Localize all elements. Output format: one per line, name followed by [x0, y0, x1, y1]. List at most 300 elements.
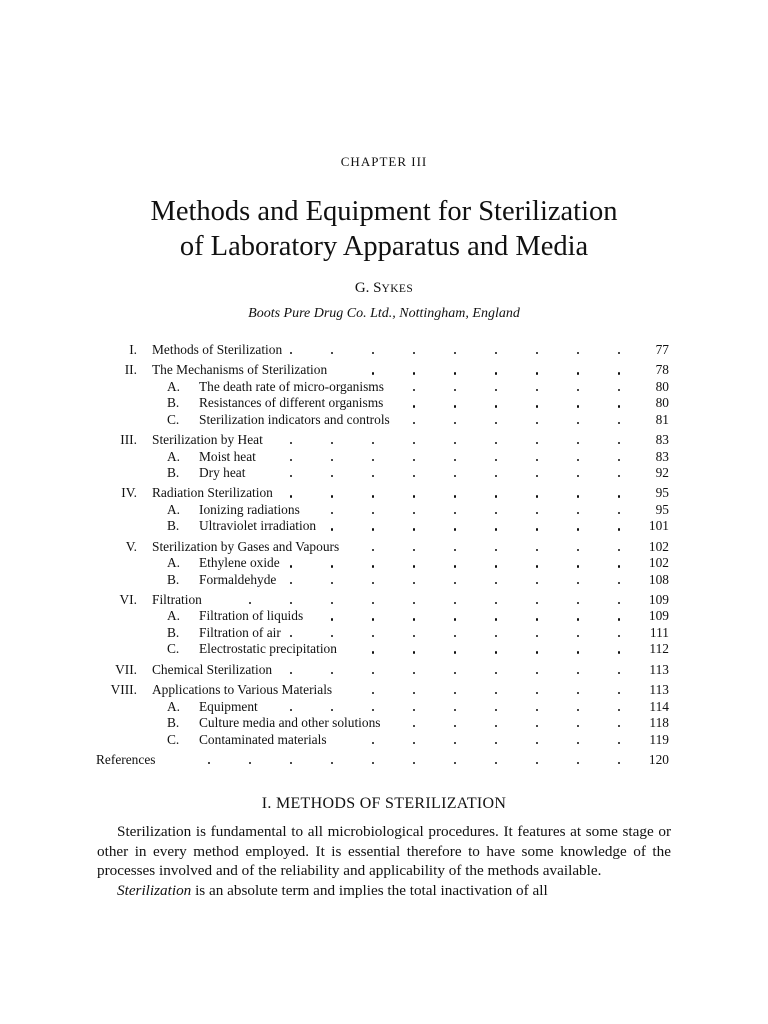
leader-dot — [372, 459, 374, 461]
leader-dot — [577, 475, 579, 477]
toc-entry — [0, 362, 768, 379]
leader-dot — [454, 672, 456, 674]
leader-dot — [495, 528, 497, 530]
leader-dot — [372, 495, 374, 497]
toc-subentry-label: Moist heat — [199, 448, 256, 464]
leader-dots — [0, 342, 768, 359]
toc-subentry-page: 95 — [655, 501, 669, 517]
toc-entry — [0, 342, 768, 359]
leader-dot — [577, 672, 579, 674]
leader-dot — [577, 372, 579, 374]
toc-subentry-page: 112 — [649, 641, 669, 657]
leader-dots — [0, 465, 768, 482]
leader-dot — [536, 512, 538, 514]
table-of-contents — [0, 342, 768, 768]
leader-dot — [372, 475, 374, 477]
leader-dot — [495, 602, 497, 604]
leader-dot — [413, 528, 415, 530]
leader-dot — [577, 709, 579, 711]
leader-dot — [495, 459, 497, 461]
leader-dots — [0, 518, 768, 535]
leader-dot — [413, 672, 415, 674]
leader-dot — [290, 565, 292, 567]
leader-dot — [536, 422, 538, 424]
leader-dots — [0, 379, 768, 396]
toc-subentry — [0, 625, 768, 642]
leader-dots — [0, 395, 768, 412]
toc-subentry-page: 92 — [655, 465, 669, 481]
leader-dots — [0, 682, 768, 699]
leader-dot — [290, 459, 292, 461]
leader-dot — [454, 602, 456, 604]
leader-dot — [577, 528, 579, 530]
leader-dot — [413, 475, 415, 477]
leader-dot — [413, 495, 415, 497]
leader-dot — [290, 495, 292, 497]
leader-dot — [618, 405, 620, 407]
leader-dot — [536, 762, 538, 764]
chapter-title — [0, 194, 768, 264]
toc-subentry-label: Sterilization indicators and controls — [199, 411, 390, 427]
leader-dot — [536, 405, 538, 407]
leader-dot — [331, 709, 333, 711]
leader-dot — [454, 372, 456, 374]
leader-dot — [577, 582, 579, 584]
leader-dot — [536, 672, 538, 674]
toc-subentry-label: Culture media and other solutions — [199, 715, 381, 731]
paragraph-2-text: is an absolute term and implies the total inactivation of all — [191, 881, 548, 899]
toc-subentry-letter: A. — [167, 608, 181, 624]
leader-dot — [577, 618, 579, 620]
toc-entry-label: Chemical Sterilization — [152, 661, 273, 677]
author-affiliation: Boots Pure Drug Co. Ltd., Nottingham, England — [248, 306, 520, 321]
body-text — [97, 822, 671, 900]
leader-dot — [577, 565, 579, 567]
leader-dot — [618, 528, 620, 530]
leader-dot — [536, 582, 538, 584]
leader-dot — [536, 742, 538, 744]
leader-dots — [0, 699, 768, 716]
leader-dot — [372, 549, 374, 551]
toc-subentry — [0, 449, 768, 466]
toc-entry — [0, 592, 768, 609]
toc-entry-number: VI. — [119, 591, 137, 607]
leader-dot — [413, 549, 415, 551]
toc-subentry-page: 111 — [649, 624, 669, 640]
leader-dots — [0, 752, 768, 769]
toc-subentry-label: Dry heat — [199, 465, 246, 481]
toc-subentry — [0, 608, 768, 625]
toc-entry — [0, 539, 768, 556]
toc-subentry-page: 80 — [655, 395, 669, 411]
leader-dot — [454, 405, 456, 407]
toc-subentry-letter: B. — [167, 395, 180, 411]
leader-dot — [331, 442, 333, 444]
toc-subentry-label: Formaldehyde — [199, 571, 277, 587]
toc-subentry-label: Equipment — [199, 698, 258, 714]
leader-dot — [618, 352, 620, 354]
leader-dots — [0, 572, 768, 589]
leader-dot — [577, 405, 579, 407]
leader-dot — [618, 582, 620, 584]
leader-dot — [495, 742, 497, 744]
leader-dot — [495, 389, 497, 391]
toc-entry-number: VII. — [115, 661, 137, 677]
leader-dot — [454, 582, 456, 584]
toc-subentry-letter: B. — [167, 624, 180, 640]
leader-dot — [372, 635, 374, 637]
toc-subentry-label: Filtration of liquids — [199, 608, 304, 624]
leader-dot — [577, 651, 579, 653]
leader-dot — [413, 422, 415, 424]
leader-dot — [618, 422, 620, 424]
leader-dots — [0, 592, 768, 609]
leader-dots — [0, 662, 768, 679]
leader-dot — [618, 672, 620, 674]
leader-dot — [331, 475, 333, 477]
leader-dot — [290, 602, 292, 604]
leader-dot — [331, 528, 333, 530]
leader-dots — [0, 555, 768, 572]
leader-dot — [618, 459, 620, 461]
leader-dot — [454, 422, 456, 424]
leader-dot — [413, 405, 415, 407]
leader-dots — [0, 485, 768, 502]
leader-dot — [372, 602, 374, 604]
toc-entry-label: Methods of Sterilization — [152, 342, 283, 357]
leader-dots — [0, 449, 768, 466]
leader-dot — [536, 442, 538, 444]
leader-dot — [618, 389, 620, 391]
leader-dot — [577, 512, 579, 514]
toc-entry — [0, 485, 768, 502]
leader-dot — [249, 602, 251, 604]
leader-dot — [536, 495, 538, 497]
leader-dot — [454, 549, 456, 551]
toc-subentry-page: 109 — [648, 608, 669, 624]
toc-subentry — [0, 465, 768, 482]
toc-subentry-label: Contaminated materials — [199, 731, 327, 747]
leader-dots — [0, 732, 768, 749]
toc-entry-number: I. — [129, 342, 137, 357]
leader-dot — [331, 459, 333, 461]
toc-entry-page: 113 — [649, 682, 669, 698]
toc-entry-page: 113 — [649, 661, 669, 677]
leader-dot — [413, 762, 415, 764]
leader-dot — [290, 352, 292, 354]
leader-dot — [495, 422, 497, 424]
leader-dot — [413, 635, 415, 637]
leader-dot — [331, 512, 333, 514]
leader-dot — [331, 618, 333, 620]
leader-dot — [454, 512, 456, 514]
leader-dot — [331, 352, 333, 354]
leader-dot — [577, 459, 579, 461]
toc-entry — [0, 432, 768, 449]
toc-subentry — [0, 412, 768, 429]
leader-dot — [618, 565, 620, 567]
leader-dot — [413, 709, 415, 711]
toc-subentry-letter: B. — [167, 518, 180, 534]
toc-subentry — [0, 518, 768, 535]
leader-dot — [618, 475, 620, 477]
toc-entry-page: 95 — [655, 485, 669, 501]
leader-dot — [454, 709, 456, 711]
leader-dot — [495, 405, 497, 407]
toc-subentry-label: Ultraviolet irradiation — [199, 518, 317, 534]
leader-dot — [413, 618, 415, 620]
toc-entry-label: Radiation Sterilization — [152, 485, 273, 501]
leader-dot — [290, 762, 292, 764]
leader-dot — [454, 565, 456, 567]
leader-dot — [454, 762, 456, 764]
leader-dot — [413, 389, 415, 391]
leader-dot — [495, 672, 497, 674]
toc-subentry-label: Ethylene oxide — [199, 555, 280, 571]
toc-entry-page: 102 — [648, 538, 669, 554]
leader-dot — [372, 762, 374, 764]
toc-subentry-label: Resistances of different organisms — [199, 395, 384, 411]
leader-dot — [618, 512, 620, 514]
toc-subentry — [0, 502, 768, 519]
toc-subentry-label: The death rate of micro-organisms — [199, 378, 384, 394]
leader-dot — [536, 372, 538, 374]
leader-dot — [536, 549, 538, 551]
toc-subentry-page: 101 — [648, 518, 669, 534]
toc-subentry-letter: A. — [167, 448, 181, 464]
leader-dot — [618, 742, 620, 744]
leader-dot — [331, 672, 333, 674]
leader-dots — [0, 715, 768, 732]
toc-entry-label: Applications to Various Materials — [152, 682, 333, 698]
toc-entry — [0, 662, 768, 679]
leader-dot — [331, 635, 333, 637]
leader-dot — [495, 442, 497, 444]
leader-dot — [413, 742, 415, 744]
leader-dot — [495, 635, 497, 637]
leader-dot — [454, 725, 456, 727]
toc-entry-label: Filtration — [152, 591, 202, 607]
leader-dot — [495, 512, 497, 514]
leader-dot — [536, 635, 538, 637]
leader-dots — [0, 539, 768, 556]
paragraph-2 — [97, 881, 671, 901]
leader-dot — [372, 709, 374, 711]
leader-dot — [536, 692, 538, 694]
toc-subentry-page: 102 — [648, 555, 669, 571]
leader-dot — [618, 651, 620, 653]
leader-dot — [618, 372, 620, 374]
leader-dot — [577, 762, 579, 764]
leader-dot — [454, 475, 456, 477]
leader-dot — [577, 422, 579, 424]
leader-dot — [536, 475, 538, 477]
leader-dot — [495, 651, 497, 653]
toc-subentry-page: 119 — [649, 731, 669, 747]
leader-dot — [495, 352, 497, 354]
author-name — [0, 280, 768, 297]
leader-dot — [618, 635, 620, 637]
leader-dot — [454, 651, 456, 653]
leader-dot — [618, 602, 620, 604]
leader-dot — [536, 352, 538, 354]
leader-dot — [618, 618, 620, 620]
leader-dot — [413, 352, 415, 354]
toc-subentry-page: 80 — [655, 378, 669, 394]
leader-dot — [536, 602, 538, 604]
leader-dot — [413, 372, 415, 374]
title-line-2: of Laboratory Apparatus and Media — [179, 231, 589, 262]
toc-subentry-label: Filtration of air — [199, 624, 281, 640]
toc-entry-page: 77 — [655, 342, 669, 357]
toc-entry — [0, 682, 768, 699]
leader-dot — [495, 372, 497, 374]
leader-dot — [372, 442, 374, 444]
leader-dot — [372, 742, 374, 744]
leader-dots — [0, 502, 768, 519]
toc-subentry-page: 83 — [655, 448, 669, 464]
leader-dot — [495, 495, 497, 497]
leader-dot — [372, 352, 374, 354]
leader-dot — [372, 372, 374, 374]
leader-dot — [290, 442, 292, 444]
toc-entry-number: VIII. — [110, 682, 137, 698]
leader-dot — [454, 352, 456, 354]
leader-dot — [618, 442, 620, 444]
toc-subentry-letter: B. — [167, 715, 180, 731]
leader-dot — [454, 618, 456, 620]
toc-entry-page: 83 — [655, 432, 669, 448]
toc-references — [0, 752, 768, 769]
section-heading: I. METHODS OF STERILIZATION — [261, 795, 507, 812]
toc-subentry-letter: C. — [167, 731, 180, 747]
leader-dot — [618, 549, 620, 551]
leader-dot — [413, 651, 415, 653]
toc-subentry-page: 114 — [649, 698, 669, 714]
toc-subentry-letter: A. — [167, 698, 181, 714]
leader-dot — [495, 475, 497, 477]
italic-term: Sterilization — [117, 881, 192, 899]
leader-dot — [413, 459, 415, 461]
leader-dot — [290, 672, 292, 674]
leader-dot — [290, 635, 292, 637]
leader-dot — [413, 512, 415, 514]
leader-dot — [577, 549, 579, 551]
leader-dots — [0, 412, 768, 429]
toc-subentry — [0, 572, 768, 589]
toc-entry-page: 109 — [648, 591, 669, 607]
leader-dots — [0, 362, 768, 379]
toc-subentry-letter: C. — [167, 411, 180, 427]
toc-subentry — [0, 395, 768, 412]
author-initial: G. S — [354, 280, 382, 296]
leader-dot — [536, 565, 538, 567]
leader-dot — [413, 602, 415, 604]
leader-dot — [577, 725, 579, 727]
leader-dot — [577, 495, 579, 497]
toc-subentry-letter: B. — [167, 571, 180, 587]
leader-dot — [413, 442, 415, 444]
leader-dot — [618, 725, 620, 727]
toc-subentry-letter: C. — [167, 641, 180, 657]
leader-dot — [495, 692, 497, 694]
leader-dot — [536, 651, 538, 653]
leader-dot — [372, 565, 374, 567]
leader-dots — [0, 432, 768, 449]
leader-dot — [536, 528, 538, 530]
leader-dot — [454, 459, 456, 461]
leader-dot — [290, 709, 292, 711]
leader-dot — [495, 565, 497, 567]
leader-dot — [536, 459, 538, 461]
leader-dot — [577, 742, 579, 744]
toc-subentry — [0, 379, 768, 396]
leader-dot — [454, 635, 456, 637]
toc-entry-number: V. — [125, 538, 137, 554]
leader-dot — [413, 582, 415, 584]
leader-dot — [618, 762, 620, 764]
toc-subentry-label: Ionizing radiations — [199, 501, 300, 517]
leader-dot — [495, 549, 497, 551]
leader-dot — [454, 495, 456, 497]
leader-dot — [372, 582, 374, 584]
leader-dot — [290, 582, 292, 584]
paragraph-1: Sterilization is fundamental to all microbiological procedures. It features at some stage or other in every method employed. It is essential therefore to have some knowledge of the processes involved and of the reliability and applicability of the methods available. — [97, 823, 671, 880]
leader-dot — [536, 389, 538, 391]
leader-dot — [577, 442, 579, 444]
leader-dot — [208, 762, 210, 764]
leader-dot — [331, 565, 333, 567]
leader-dot — [290, 475, 292, 477]
leader-dot — [577, 389, 579, 391]
leader-dot — [577, 635, 579, 637]
leader-dot — [413, 565, 415, 567]
leader-dot — [536, 618, 538, 620]
toc-references-label: References — [96, 751, 156, 767]
chapter-label: CHAPTER III — [340, 154, 428, 169]
leader-dot — [249, 762, 251, 764]
leader-dot — [618, 692, 620, 694]
leader-dot — [331, 582, 333, 584]
leader-dot — [577, 602, 579, 604]
leader-dot — [413, 725, 415, 727]
leader-dot — [454, 442, 456, 444]
toc-entry-number: III. — [120, 432, 137, 448]
leader-dot — [577, 352, 579, 354]
leader-dot — [495, 725, 497, 727]
toc-subentry-letter: A. — [167, 501, 181, 517]
leader-dot — [536, 725, 538, 727]
leader-dot — [495, 709, 497, 711]
leader-dot — [372, 528, 374, 530]
leader-dot — [372, 672, 374, 674]
toc-subentry-page: 81 — [655, 411, 669, 427]
leader-dot — [372, 692, 374, 694]
toc-subentry-letter: A. — [167, 555, 181, 571]
toc-subentry — [0, 555, 768, 572]
toc-subentry — [0, 641, 768, 658]
leader-dot — [618, 709, 620, 711]
leader-dot — [372, 512, 374, 514]
leader-dot — [536, 709, 538, 711]
leader-dot — [454, 389, 456, 391]
leader-dot — [331, 495, 333, 497]
toc-subentry-page: 118 — [649, 715, 669, 731]
leader-dot — [454, 528, 456, 530]
leader-dot — [454, 692, 456, 694]
toc-entry-number: II. — [124, 362, 137, 378]
toc-subentry-letter: A. — [167, 378, 181, 394]
